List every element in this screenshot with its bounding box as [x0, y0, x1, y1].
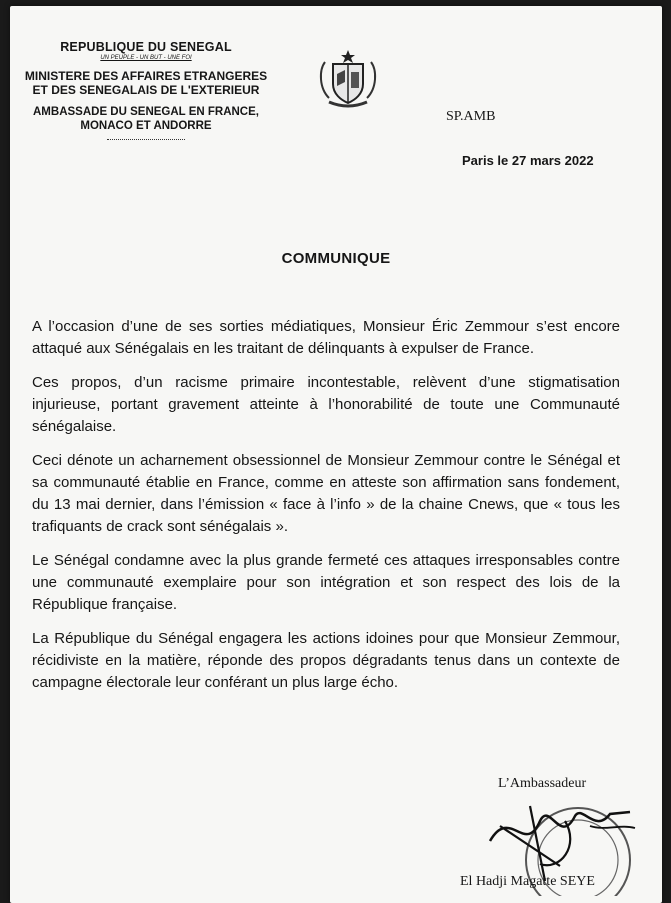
letter-date: Paris le 27 mars 2022 — [462, 153, 594, 168]
ministry-line-2: ET DES SENEGALAIS DE L'EXTERIEUR — [32, 83, 260, 97]
paragraph: Le Sénégal condamne avec la plus grande fermeté ces attaques irresponsables contre une communauté exemplaire pour son intégration et son respect des lois de la République française. — [32, 552, 620, 613]
header-divider — [107, 139, 185, 140]
embassy-line-2: MONACO ET ANDORRE — [80, 120, 212, 132]
paragraph: A l’occasion d’une de ses sorties médiatiques, Monsieur Éric Zemmour s’est encore attaqué aux Sénégalais en les traitant de délinquants à expulser de France. — [32, 318, 620, 357]
national-motto: UN PEUPLE - UN BUT - UNE FOI — [100, 55, 192, 61]
letter-page — [10, 6, 662, 903]
republic-name: REPUBLIQUE DU SENEGAL — [60, 40, 232, 54]
embassy-line-1: AMBASSADE DU SENEGAL EN FRANCE, — [33, 106, 259, 118]
signatory-title: L’Ambassadeur — [498, 776, 587, 791]
ministry-line-1: MINISTERE DES AFFAIRES ETRANGERES — [24, 69, 268, 83]
coat-of-arms-icon — [315, 48, 381, 110]
letterhead — [10, 40, 282, 140]
signatory-name: El Hadji Magatte SEYE — [460, 874, 595, 889]
paragraph: La République du Sénégal engagera les actions idoines pour que Monsieur Zemmour, récidiviste en la matière, réponde des propos dégradants tenus dans un contexte de campagne électorale leur conférant un plus large écho. — [32, 630, 620, 691]
signature-block — [430, 776, 650, 896]
paragraph: Ceci dénote un acharnement obsessionnel de Monsieur Zemmour contre le Sénégal et sa communauté établie en France, comme en atteste son affirmation sans fondement, du 13 mai dernier, dans l’émission « face à l’info » de la chaine Cnews, que « tous les trafiquants de crack sont sénégalais ». — [32, 452, 620, 535]
ministry-name — [10, 69, 282, 97]
document-title: COMMUNIQUE — [281, 250, 391, 267]
paragraph: Ces propos, d’un racisme primaire incontestable, relèvent d’une stigmatisation injurieuse, portant gravement atteinte à l’honorabilité de toute une Communauté sénégalaise. — [32, 374, 620, 435]
reference-code: SP.AMB — [446, 109, 496, 124]
embassy-name — [10, 105, 282, 133]
communique-body — [32, 316, 620, 706]
